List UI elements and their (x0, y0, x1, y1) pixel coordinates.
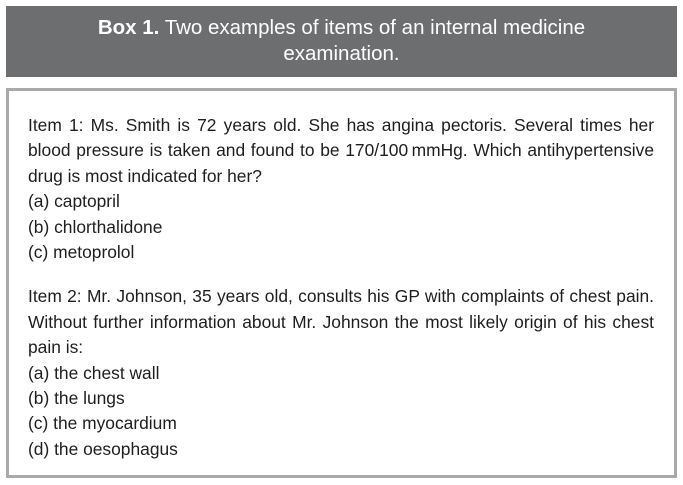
answer-option: (d) the oesophagus (28, 438, 178, 459)
box-title-line-1 (6, 15, 677, 41)
box-title-bar (6, 6, 677, 77)
box-label: Box 1. (97, 16, 160, 39)
answer-option: (b) the lungs (28, 388, 125, 409)
answer-options (28, 189, 654, 265)
answer-option: (c) the myocardium (28, 413, 177, 434)
exam-item-1 (28, 113, 654, 265)
answer-option: (a) the chest wall (28, 362, 160, 383)
answer-option: (c) metoprolol (28, 242, 135, 263)
answer-option: (a) captopril (28, 191, 120, 212)
answer-options (28, 361, 654, 463)
answer-option: (b) chlorthalidone (28, 216, 163, 237)
box-title-text: Two examples of items of an internal medicine (164, 16, 586, 39)
item-stem: Item 1: Ms. Smith is 72 years old. She has angina pectoris. Several times her blood pressure is taken and found to be 170/100 mmHg. Which antihypertensive drug is most indicated for her? (28, 115, 654, 186)
exam-item-2 (28, 284, 654, 462)
item-stem: Item 2: Mr. Johnson, 35 years old, consults his GP with complaints of chest pain. Without further information about Mr. Johnson the most likely origin of his chest pain is: (28, 286, 654, 358)
box-content (6, 88, 677, 478)
box-title-line-2: examination. (283, 42, 400, 65)
